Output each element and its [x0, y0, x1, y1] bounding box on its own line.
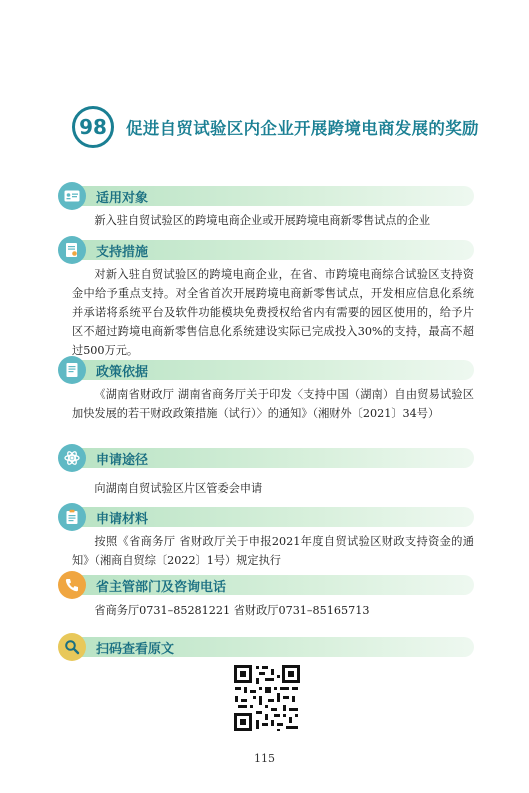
section-body-measures: 对新入驻自贸试验区的跨境电商企业，在省、市跨境电商综合试验区支持资金中给予重点支持。对全省首次开展跨境电商新零售试点，开发相应信息化系统并承诺将系统平台及软件功能模块免费授权给省内有需要的园区使用的，给予片区不超过跨境电商新零售信息化系统建设实际已完成投入30%的支持，最高不超过500万元。 — [72, 268, 474, 357]
qr-code[interactable] — [232, 663, 302, 733]
phone-icon — [58, 571, 86, 599]
document-seal-icon — [58, 236, 86, 264]
section-header-target — [58, 182, 474, 208]
section-header-basis — [58, 356, 474, 382]
section-body-contact: 省商务厅0731–85281221 省财政厅0731–85165713 — [94, 604, 370, 617]
section-body-channel: 向湖南自贸试验区片区管委会申请 — [94, 482, 263, 495]
section-body-target: 新入驻自贸试验区的跨境电商企业或开展跨境电商新零售试点的企业 — [94, 214, 431, 227]
section-title: 适用对象 — [96, 191, 149, 206]
section-body-materials: 按照《省商务厅 省财政厅关于申报2021年度自贸试验区财政支持资金的通知》（湘商自贸综〔2022〕1号）规定执行 — [72, 535, 474, 567]
page-number: 115 — [254, 752, 275, 765]
section-title: 支持措施 — [96, 245, 149, 260]
section-header-contact — [58, 571, 474, 597]
section-header-measures — [58, 236, 474, 262]
section-title: 扫码查看原文 — [96, 642, 175, 657]
section-header-channel — [58, 444, 474, 470]
clipboard-icon — [58, 503, 86, 531]
section-title: 省主管部门及咨询电话 — [96, 580, 227, 595]
magnifier-icon — [58, 633, 86, 661]
section-header-materials — [58, 503, 474, 529]
section-title: 政策依据 — [96, 365, 149, 380]
page-title: 促进自贸试验区内企业开展跨境电商发展的奖励 — [126, 119, 479, 138]
id-card-icon — [58, 182, 86, 210]
document-icon — [58, 356, 86, 384]
section-body-basis: 《湖南省财政厅 湖南省商务厅关于印发〈支持中国（湖南）自由贸易试验区加快发展的若干财政政策措施（试行）〉的通知》（湘财外〔2021〕34号） — [72, 388, 474, 420]
atom-icon — [58, 444, 86, 472]
title-block — [72, 106, 492, 156]
item-number-badge: 98 — [72, 106, 114, 148]
section-title: 申请途径 — [96, 453, 149, 468]
section-header-scan — [58, 633, 474, 659]
section-title: 申请材料 — [96, 512, 149, 527]
